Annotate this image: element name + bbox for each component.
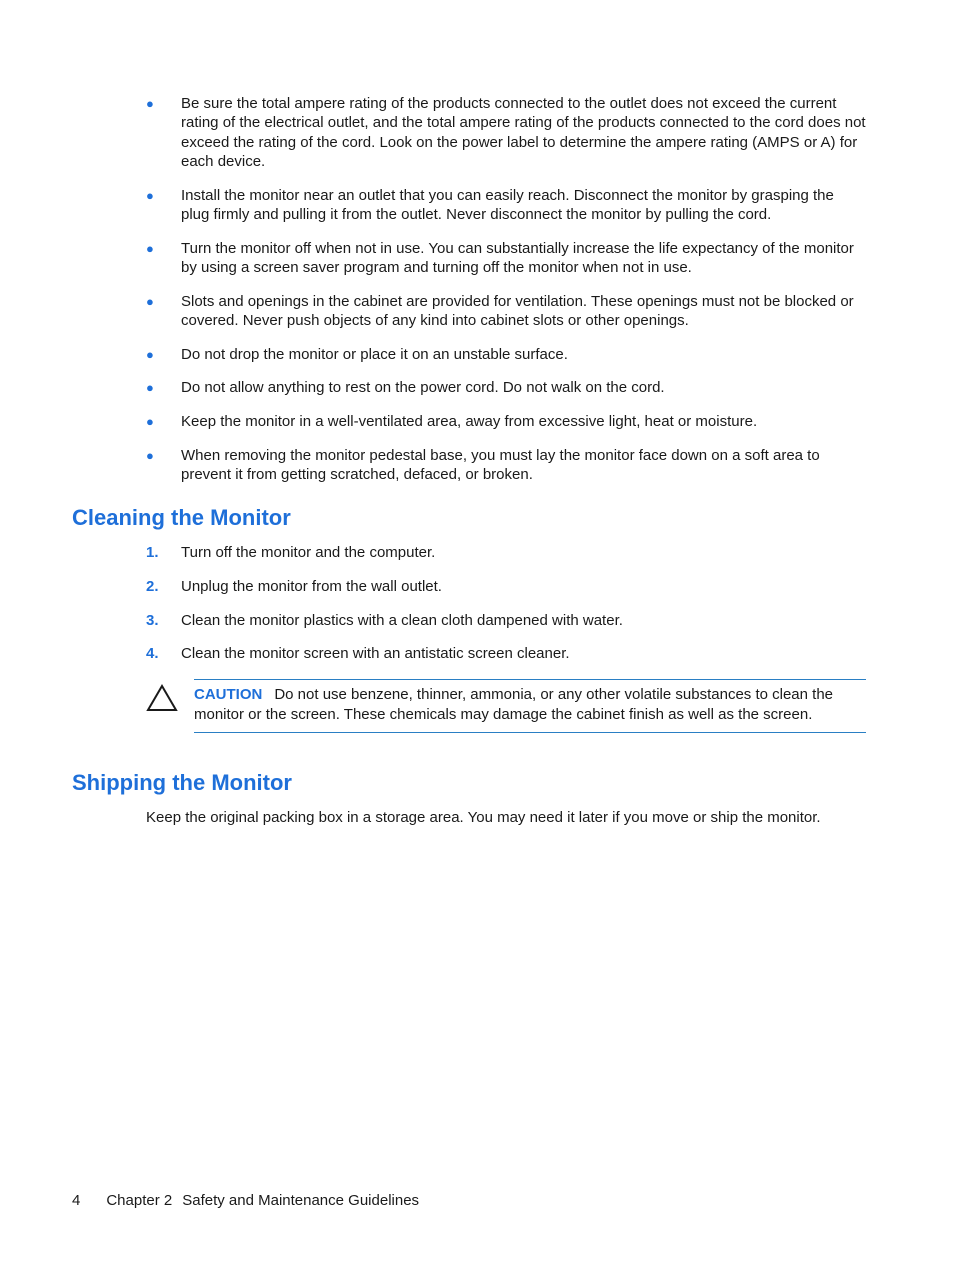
list-item-text: Slots and openings in the cabinet are provided for ventilation. These openings must not be blocked or covered. Never push objects of any kind into cabinet slots or other openings. xyxy=(181,292,854,329)
list-item-text: Turn the monitor off when not in use. You can substantially increase the life expectancy of the monitor by using a screen saver program and turning off the monitor when not in use. xyxy=(181,239,854,276)
step-item xyxy=(146,611,866,630)
list-item xyxy=(146,94,866,171)
caution-box xyxy=(194,679,866,733)
bullet-icon: ● xyxy=(146,380,154,396)
step-number: 3. xyxy=(146,611,159,629)
warning-triangle-icon xyxy=(146,684,178,712)
bullet-icon: ● xyxy=(146,293,154,309)
step-item xyxy=(146,543,866,562)
list-item xyxy=(146,239,866,278)
bullet-icon: ● xyxy=(146,346,154,362)
safety-bullet-list xyxy=(146,94,866,499)
step-number: 1. xyxy=(146,544,159,561)
page-number: 4 xyxy=(72,1192,81,1209)
caution-text: Do not use benzene, thinner, ammonia, or any other volatile substances to clean the monitor or the screen. These chemicals may damage the cabinet finish as well as the screen. xyxy=(194,686,834,723)
step-number: 4. xyxy=(146,645,159,663)
bullet-icon: ● xyxy=(146,447,154,463)
step-item xyxy=(146,644,866,663)
page-footer xyxy=(72,1191,419,1210)
list-item xyxy=(146,345,866,364)
list-item-text: When removing the monitor pedestal base, you must lay the monitor face down on a soft area to prevent it from getting scratched, defaced, or broken. xyxy=(181,446,820,483)
bullet-icon: ● xyxy=(146,240,154,256)
step-text: Turn off the monitor and the computer. xyxy=(181,544,436,561)
bullet-icon: ● xyxy=(146,187,154,203)
step-text: Unplug the monitor from the wall outlet. xyxy=(181,577,442,595)
step-text: Clean the monitor screen with an antistatic screen cleaner. xyxy=(181,645,570,663)
footer-title: Safety and Maintenance Guidelines xyxy=(182,1192,420,1209)
list-item xyxy=(146,412,866,431)
cleaning-heading: Cleaning the Monitor xyxy=(72,505,291,530)
cleaning-steps-list xyxy=(146,543,866,678)
shipping-paragraph: Keep the original packing box in a storage area. You may need it later if you move or ship the monitor. xyxy=(146,809,821,826)
list-item-text: Be sure the total ampere rating of the products connected to the outlet does not exceed the current rating of the electrical outlet, and the total ampere rating of the products connected to the cord does not exceed the rating of the cord. Look on the power label to determine the ampere rating (AMPS or A) for each device. xyxy=(181,95,866,170)
list-item-text: Install the monitor near an outlet that you can easily reach. Disconnect the monitor by grasping the plug firmly and pulling it from the outlet. Never disconnect the monitor by pulling the cord. xyxy=(181,186,834,223)
list-item-text: Do not drop the monitor or place it on an unstable surface. xyxy=(181,345,568,363)
bullet-icon: ● xyxy=(146,96,154,111)
step-number: 2. xyxy=(146,577,159,595)
list-item-text: Keep the monitor in a well-ventilated area, away from excessive light, heat or moisture. xyxy=(181,412,758,430)
list-item xyxy=(146,186,866,225)
list-item xyxy=(146,378,866,397)
bullet-icon: ● xyxy=(146,413,154,429)
step-text: Clean the monitor plastics with a clean cloth dampened with water. xyxy=(181,611,623,629)
footer-chapter: Chapter 2 xyxy=(106,1192,173,1209)
list-item xyxy=(146,446,866,485)
list-item-text: Do not allow anything to rest on the power cord. Do not walk on the cord. xyxy=(181,379,665,397)
step-item xyxy=(146,577,866,596)
caution-label: CAUTION xyxy=(194,686,263,703)
shipping-heading: Shipping the Monitor xyxy=(72,770,292,795)
list-item xyxy=(146,292,866,331)
